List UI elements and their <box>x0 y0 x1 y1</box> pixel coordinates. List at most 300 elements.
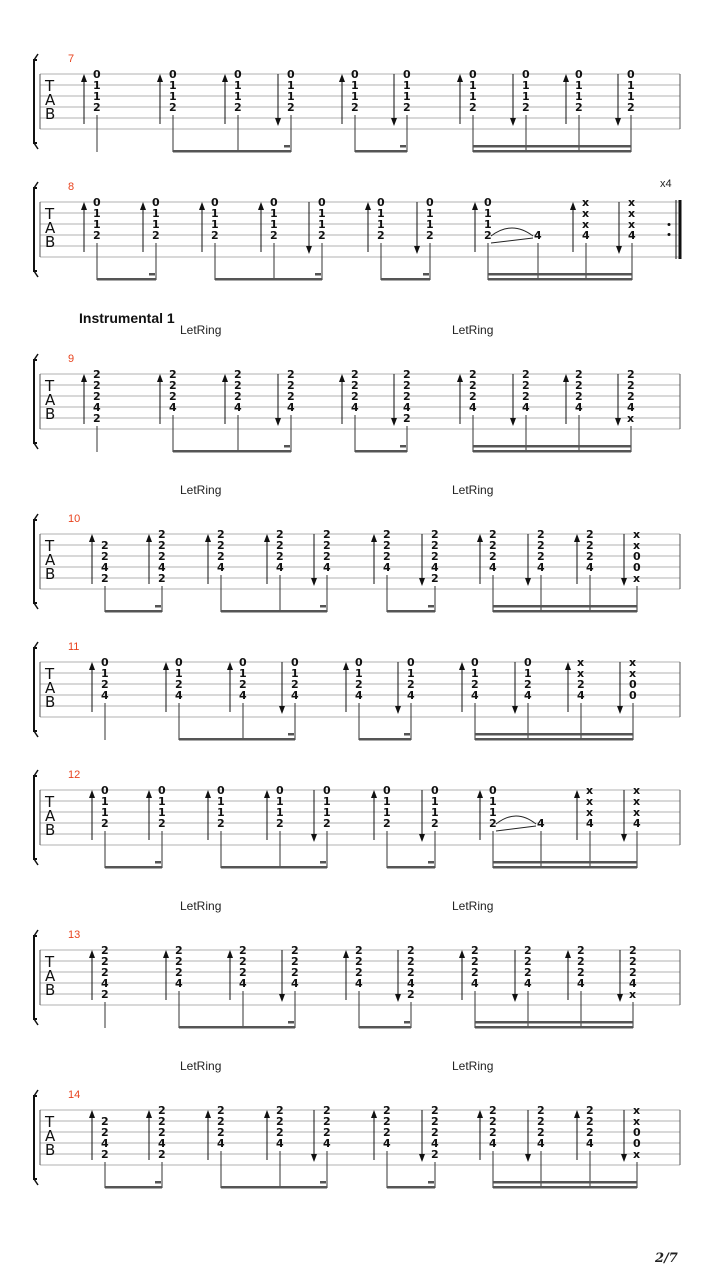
chord <box>525 528 545 612</box>
fret-number: x <box>633 806 641 819</box>
measure-number: 10 <box>68 513 81 525</box>
fret-number: 1 <box>383 795 391 808</box>
tab-system <box>34 483 680 613</box>
fret-number: 2 <box>287 368 295 381</box>
beam <box>105 1186 162 1189</box>
fret-number: 1 <box>101 795 109 808</box>
system-bracket <box>34 60 37 143</box>
upstroke-arrowhead <box>205 534 211 542</box>
fret-number: 1 <box>158 795 166 808</box>
fret-number: 2 <box>211 229 219 242</box>
fret-number: 1 <box>355 667 363 680</box>
fret-number: 2 <box>403 412 411 425</box>
fret-number: 2 <box>217 1126 225 1139</box>
beam-dot <box>400 145 406 148</box>
fret-number: 1 <box>522 90 530 103</box>
fret-number: 4 <box>287 401 295 414</box>
fret-number: 4 <box>629 977 637 990</box>
fret-number: x <box>586 784 594 797</box>
downstroke-arrowhead <box>419 834 425 842</box>
fret-number: 1 <box>426 218 434 231</box>
beam <box>355 450 407 453</box>
tab-letter-t: T <box>45 205 55 223</box>
downstroke-arrowhead <box>621 578 627 586</box>
upstroke-arrowhead <box>339 74 345 82</box>
fret-number: 2 <box>101 678 109 691</box>
downstroke-arrowhead <box>391 118 397 126</box>
fret-number: 2 <box>93 379 101 392</box>
fret-number: 1 <box>291 667 299 680</box>
fret-number: 2 <box>537 1115 545 1128</box>
upstroke-arrowhead <box>205 1110 211 1118</box>
slide-line <box>496 826 536 831</box>
fret-number: 2 <box>383 539 391 552</box>
fret-number: 2 <box>217 817 225 830</box>
downstroke-arrowhead <box>311 1154 317 1162</box>
fret-number: 2 <box>383 817 391 830</box>
fret-number: 1 <box>524 667 532 680</box>
fret-number: x <box>633 1115 641 1128</box>
fret-number: 2 <box>276 528 284 541</box>
beam-dot <box>155 605 161 608</box>
repeat-dot <box>668 233 671 236</box>
fret-number: 2 <box>627 390 635 403</box>
fret-number: 1 <box>101 667 109 680</box>
downstroke-arrowhead <box>306 246 312 254</box>
fret-number: 4 <box>234 401 242 414</box>
fret-number: 1 <box>217 795 225 808</box>
fret-number: 0 <box>323 784 331 797</box>
fret-number: 2 <box>431 1115 439 1128</box>
fret-number: 4 <box>627 401 635 414</box>
chord <box>264 1104 284 1188</box>
tab-letter-a: A <box>45 551 56 569</box>
fret-number: 2 <box>407 678 415 691</box>
upstroke-arrowhead <box>264 534 270 542</box>
chord <box>477 1104 497 1188</box>
chord <box>621 784 641 868</box>
chord <box>512 944 532 1028</box>
beam-secondary <box>493 861 637 864</box>
fret-number: 4 <box>524 689 532 702</box>
fret-number: 0 <box>351 68 359 81</box>
beam <box>221 866 327 869</box>
chord <box>371 528 391 612</box>
downstroke-arrowhead <box>617 706 623 714</box>
fret-number: 0 <box>234 68 242 81</box>
slide-line <box>491 238 533 243</box>
fret-number: 2 <box>276 817 284 830</box>
chord <box>365 196 385 280</box>
upstroke-arrowhead <box>563 74 569 82</box>
chord <box>574 784 594 868</box>
chord <box>275 368 295 452</box>
fret-number: 1 <box>323 806 331 819</box>
beam-secondary <box>475 1021 633 1024</box>
chord <box>163 656 183 740</box>
fret-number: 2 <box>217 1104 225 1117</box>
chord <box>525 1104 545 1188</box>
fret-number: 1 <box>318 218 326 231</box>
beam-dot <box>284 145 290 148</box>
fret-number: x <box>577 656 585 669</box>
fret-number: 2 <box>276 1115 284 1128</box>
fret-number: 2 <box>169 390 177 403</box>
fret-number: 1 <box>377 218 385 231</box>
downstroke-arrowhead <box>279 706 285 714</box>
fret-number: 0 <box>633 1137 641 1150</box>
tab-letter-t: T <box>45 537 55 555</box>
fret-number: 4 <box>577 689 585 702</box>
fret-number: 2 <box>287 379 295 392</box>
fret-number: x <box>633 1148 641 1161</box>
fret-number: 2 <box>287 390 295 403</box>
downstroke-arrowhead <box>615 418 621 426</box>
fret-number: 2 <box>403 101 411 114</box>
fret-number: 4 <box>217 1137 225 1150</box>
fret-number: 2 <box>355 966 363 979</box>
chord <box>227 656 247 740</box>
chord <box>371 784 391 868</box>
fret-number: 2 <box>469 390 477 403</box>
fret-number: 1 <box>403 79 411 92</box>
fret-number: 0 <box>93 68 101 81</box>
beam-dot <box>428 1181 434 1184</box>
beam <box>493 1186 637 1189</box>
chord <box>563 368 583 452</box>
tab-system <box>34 178 680 281</box>
fret-number: 2 <box>323 817 331 830</box>
upstroke-arrowhead <box>89 534 95 542</box>
fret-number: 4 <box>101 1137 109 1150</box>
fret-number: 0 <box>217 784 225 797</box>
chord <box>258 196 278 280</box>
fret-number: 2 <box>537 528 545 541</box>
fret-number: 2 <box>403 379 411 392</box>
fret-number: 2 <box>291 966 299 979</box>
chord <box>146 1104 166 1188</box>
beam <box>221 1186 327 1189</box>
fret-number: 1 <box>287 90 295 103</box>
letring-label: LetRing <box>180 899 222 913</box>
beam-secondary <box>493 605 637 608</box>
fret-number: 4 <box>633 817 641 830</box>
fret-number: 2 <box>575 379 583 392</box>
fret-number: x <box>633 539 641 552</box>
upstroke-arrowhead <box>472 202 478 210</box>
fret-number: 2 <box>471 955 479 968</box>
fret-number: 2 <box>471 944 479 957</box>
fret-number: 1 <box>351 90 359 103</box>
fret-number: 0 <box>627 68 635 81</box>
chord <box>537 817 545 868</box>
fret-number: 2 <box>217 528 225 541</box>
beam <box>221 610 327 613</box>
chord <box>205 528 225 612</box>
chord <box>163 944 183 1028</box>
downstroke-arrowhead <box>617 994 623 1002</box>
fret-number: 1 <box>575 79 583 92</box>
fret-number: 4 <box>101 561 109 574</box>
upstroke-arrowhead <box>565 662 571 670</box>
fret-number: 2 <box>586 1115 594 1128</box>
chord <box>391 368 411 452</box>
measure-number: 9 <box>68 353 75 365</box>
chord <box>395 944 415 1028</box>
fret-number: 1 <box>403 90 411 103</box>
upstroke-arrowhead <box>222 374 228 382</box>
fret-number: 4 <box>586 561 594 574</box>
fret-number: 2 <box>276 550 284 563</box>
beam-dot <box>149 273 155 276</box>
tab-letter-b: B <box>45 1141 56 1159</box>
fret-number: 2 <box>383 550 391 563</box>
fret-number: x <box>628 207 636 220</box>
system-bracket <box>34 520 37 603</box>
fret-number: 1 <box>522 79 530 92</box>
chord <box>343 656 363 740</box>
fret-number: 1 <box>471 667 479 680</box>
fret-number: 4 <box>489 561 497 574</box>
fret-number: 2 <box>101 572 109 585</box>
fret-number: 2 <box>291 678 299 691</box>
chord <box>419 784 439 868</box>
fret-number: 2 <box>323 1104 331 1117</box>
fret-number: 2 <box>575 101 583 114</box>
downstroke-arrowhead <box>419 1154 425 1162</box>
fret-number: 0 <box>355 656 363 669</box>
fret-number: 0 <box>211 196 219 209</box>
chord <box>510 368 530 452</box>
downstroke-arrowhead <box>525 1154 531 1162</box>
downstroke-arrowhead <box>419 578 425 586</box>
chord <box>457 68 477 152</box>
fret-number: x <box>628 218 636 231</box>
chord <box>89 784 109 868</box>
fret-number: 2 <box>377 229 385 242</box>
fret-number: 4 <box>239 689 247 702</box>
upstroke-arrowhead <box>477 1110 483 1118</box>
fret-number: 0 <box>169 68 177 81</box>
fret-number: 2 <box>484 229 492 242</box>
fret-number: 2 <box>383 1104 391 1117</box>
fret-number: 0 <box>633 550 641 563</box>
fret-number: 2 <box>471 966 479 979</box>
fret-number: 4 <box>431 561 439 574</box>
beam <box>359 738 411 741</box>
fret-number: 2 <box>627 379 635 392</box>
system-bracket <box>34 936 37 1019</box>
beam-dot <box>320 1181 326 1184</box>
beam <box>215 278 322 281</box>
fret-number: 1 <box>217 806 225 819</box>
fret-number: 1 <box>152 207 160 220</box>
fret-number: 0 <box>629 678 637 691</box>
beam-dot <box>423 273 429 276</box>
upstroke-arrowhead <box>140 202 146 210</box>
chord <box>371 1104 391 1188</box>
measure-number: 8 <box>68 181 75 193</box>
downstroke-arrowhead <box>615 118 621 126</box>
fret-number: 1 <box>169 79 177 92</box>
fret-number: 2 <box>101 966 109 979</box>
fret-number: 2 <box>101 944 109 957</box>
fret-number: 2 <box>158 1126 166 1139</box>
fret-number: 2 <box>152 229 160 242</box>
chord <box>574 1104 594 1188</box>
repeat-dot <box>668 223 671 226</box>
fret-number: 4 <box>101 977 109 990</box>
chord <box>89 534 109 612</box>
fret-number: 1 <box>211 218 219 231</box>
upstroke-arrowhead <box>457 74 463 82</box>
downstroke-arrowhead <box>525 578 531 586</box>
fret-number: 2 <box>489 539 497 552</box>
beam-secondary <box>488 273 632 276</box>
fret-number: 0 <box>101 656 109 669</box>
chord <box>275 68 295 152</box>
upstroke-arrowhead <box>89 1110 95 1118</box>
chord <box>477 784 497 868</box>
fret-number: 2 <box>318 229 326 242</box>
fret-number: 4 <box>101 689 109 702</box>
tab-system <box>34 641 680 741</box>
tab-letter-b: B <box>45 233 56 251</box>
chord <box>339 68 359 152</box>
tab-letter-a: A <box>45 967 56 985</box>
fret-number: 1 <box>287 79 295 92</box>
chord <box>205 784 225 868</box>
chord <box>617 656 637 740</box>
fret-number: 2 <box>351 390 359 403</box>
fret-number: 2 <box>524 678 532 691</box>
chord <box>565 944 585 1028</box>
fret-number: 0 <box>383 784 391 797</box>
beam-secondary <box>473 145 631 148</box>
chord <box>419 1104 439 1188</box>
beam <box>473 450 631 453</box>
fret-number: 2 <box>627 368 635 381</box>
fret-number: 2 <box>586 1104 594 1117</box>
chord <box>510 68 530 152</box>
fret-number: 2 <box>169 368 177 381</box>
chord <box>146 784 166 868</box>
repeat-count: x4 <box>660 178 672 190</box>
chord <box>534 229 542 280</box>
fret-number: 1 <box>93 218 101 231</box>
tab-letter-a: A <box>45 91 56 109</box>
chord <box>306 196 326 280</box>
downstroke-arrowhead <box>616 246 622 254</box>
fret-number: 4 <box>169 401 177 414</box>
upstroke-arrowhead <box>339 374 345 382</box>
measure-number: 14 <box>68 1089 81 1101</box>
fret-number: 2 <box>175 955 183 968</box>
beam <box>173 150 291 153</box>
fret-number: 2 <box>158 1104 166 1117</box>
beam <box>488 278 632 281</box>
fret-number: 4 <box>524 977 532 990</box>
fret-number: x <box>633 572 641 585</box>
chord <box>205 1104 225 1188</box>
chord <box>311 528 331 612</box>
chord <box>157 68 177 152</box>
fret-number: 2 <box>426 229 434 242</box>
fret-number: 1 <box>152 218 160 231</box>
chord <box>279 944 299 1028</box>
upstroke-arrowhead <box>371 790 377 798</box>
fret-number: 1 <box>175 667 183 680</box>
beam-dot <box>155 861 161 864</box>
fret-number: 2 <box>383 528 391 541</box>
fret-number: 1 <box>627 90 635 103</box>
fret-number: 2 <box>431 550 439 563</box>
fret-number: 0 <box>469 68 477 81</box>
chord <box>89 1110 109 1188</box>
upstroke-arrowhead <box>264 790 270 798</box>
system-bracket <box>34 776 37 859</box>
chord <box>89 656 109 740</box>
fret-number: 2 <box>537 1104 545 1117</box>
fret-number: 2 <box>489 817 497 830</box>
fret-number: 2 <box>101 955 109 968</box>
fret-number: 0 <box>377 196 385 209</box>
downstroke-arrowhead <box>621 834 627 842</box>
downstroke-arrowhead <box>311 834 317 842</box>
fret-number: 2 <box>586 550 594 563</box>
tab-letter-b: B <box>45 981 56 999</box>
tab-letter-b: B <box>45 565 56 583</box>
upstroke-arrowhead <box>457 374 463 382</box>
measure-number: 7 <box>68 53 75 65</box>
tab-letter-b: B <box>45 693 56 711</box>
upstroke-arrowhead <box>264 1110 270 1118</box>
fret-number: 4 <box>351 401 359 414</box>
fret-number: 4 <box>537 817 545 830</box>
fret-number: 2 <box>239 966 247 979</box>
fret-number: 0 <box>175 656 183 669</box>
fret-number: 4 <box>291 977 299 990</box>
fret-number: 2 <box>383 1126 391 1139</box>
downstroke-arrowhead <box>395 706 401 714</box>
fret-number: 0 <box>101 784 109 797</box>
upstroke-arrowhead <box>157 374 163 382</box>
fret-number: 2 <box>239 955 247 968</box>
upstroke-arrowhead <box>574 790 580 798</box>
fret-number: 2 <box>431 572 439 585</box>
downstroke-arrowhead <box>395 994 401 1002</box>
chord <box>279 656 299 740</box>
downstroke-arrowhead <box>279 994 285 1002</box>
fret-number: 2 <box>239 678 247 691</box>
upstroke-arrowhead <box>227 662 233 670</box>
fret-number: 2 <box>217 1115 225 1128</box>
chord <box>146 528 166 612</box>
fret-number: 2 <box>489 1104 497 1117</box>
beam-dot <box>400 445 406 448</box>
fret-number: 1 <box>234 79 242 92</box>
fret-number: 0 <box>158 784 166 797</box>
fret-number: 1 <box>426 207 434 220</box>
chord <box>391 68 411 152</box>
tab-letter-a: A <box>45 391 56 409</box>
fret-number: 2 <box>407 955 415 968</box>
fret-number: 2 <box>101 1126 109 1139</box>
upstroke-arrowhead <box>477 534 483 542</box>
fret-number: 1 <box>627 79 635 92</box>
fret-number: 2 <box>537 550 545 563</box>
fret-number: 4 <box>431 1137 439 1150</box>
